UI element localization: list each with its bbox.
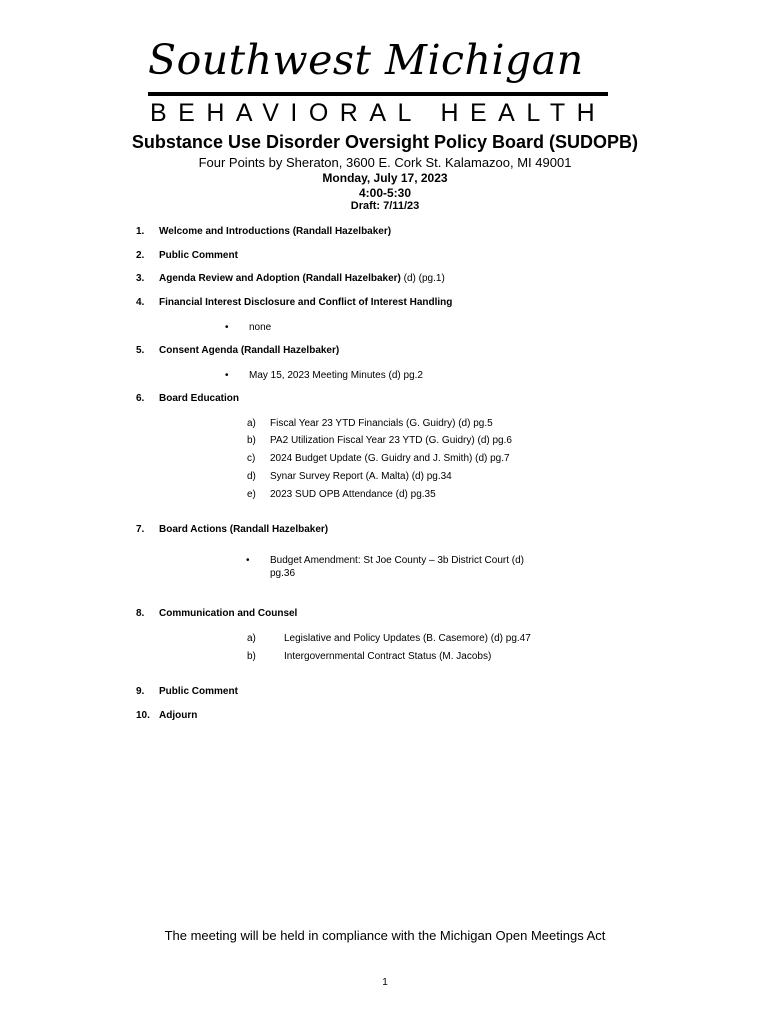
agenda-number: 3. <box>136 273 145 284</box>
list-item <box>247 471 452 482</box>
agenda-item-7 <box>136 524 328 535</box>
list-letter: a) <box>247 418 256 429</box>
list-item-text: Synar Survey Report (A. Malta) (d) pg.34 <box>270 471 452 482</box>
list-letter: c) <box>247 453 256 464</box>
agenda-label: Consent Agenda (Randall Hazelbaker) <box>159 345 340 356</box>
agenda-number: 4. <box>136 297 145 308</box>
list-item <box>247 418 493 429</box>
agenda-number: 10. <box>136 710 150 721</box>
agenda-label: Board Actions (Randall Hazelbaker) <box>159 524 329 535</box>
list-item-text: none <box>249 322 272 333</box>
list-item <box>246 555 525 579</box>
agenda-item-2 <box>136 250 238 261</box>
agenda-number: 1. <box>136 226 145 237</box>
page-number: 1 <box>382 977 388 988</box>
agenda-label: Financial Interest Disclosure and Conflict of Interest Handling <box>159 297 453 308</box>
agenda-item-4 <box>136 297 452 308</box>
agenda-item-9 <box>136 686 238 697</box>
agenda-label: Agenda Review and Adoption (Randall Hazelbaker) <box>159 273 401 284</box>
bullet-icon: • <box>225 322 229 333</box>
agenda-label: Board Education <box>159 393 240 404</box>
draft-date: Draft: 7/11/23 <box>350 200 420 212</box>
meeting-time: 4:00-5:30 <box>358 186 412 200</box>
list-letter: b) <box>247 651 256 662</box>
list-item <box>247 651 492 662</box>
compliance-note: The meeting will be held in compliance with the Michigan Open Meetings Act <box>164 928 606 943</box>
list-item-text: Budget Amendment: St Joe County – 3b District Court (d) <box>270 555 525 566</box>
list-item-text: Legislative and Policy Updates (B. Casemore) (d) pg.47 <box>284 633 531 644</box>
list-item-text: May 15, 2023 Meeting Minutes (d) pg.2 <box>249 370 423 381</box>
list-letter: a) <box>247 633 256 644</box>
list-item-text: PA2 Utilization Fiscal Year 23 YTD (G. Guidry) (d) pg.6 <box>270 435 512 446</box>
bullet-icon: • <box>246 555 250 566</box>
agenda-label: Communication and Counsel <box>159 608 298 619</box>
list-item-text-continued: pg.36 <box>270 568 296 579</box>
list-item-text: 2023 SUD OPB Attendance (d) pg.35 <box>270 489 436 500</box>
list-letter: b) <box>247 435 256 446</box>
agenda-label: Public Comment <box>159 250 238 261</box>
agenda-number: 2. <box>136 250 145 261</box>
list-item-text: Fiscal Year 23 YTD Financials (G. Guidry) (d) pg.5 <box>270 418 493 429</box>
list-item <box>247 489 436 500</box>
agenda-item-3 <box>136 273 445 284</box>
agenda-label: Adjourn <box>159 710 198 721</box>
agenda-label: Public Comment <box>159 686 238 697</box>
agenda-number: 6. <box>136 393 145 404</box>
list-letter: e) <box>247 489 256 500</box>
agenda-label: Welcome and Introductions (Randall Hazelbaker) <box>159 226 392 237</box>
agenda-item-1 <box>136 226 391 237</box>
agenda-document-ref: (d) (pg.1) <box>400 273 445 284</box>
agenda-item-8 <box>136 608 297 619</box>
list-letter: d) <box>247 471 256 482</box>
agenda-number: 9. <box>136 686 145 697</box>
agenda-item-10 <box>136 710 197 721</box>
bullet-icon: • <box>225 370 229 381</box>
list-item <box>247 453 510 464</box>
logo-script-text: Southwest Michigan <box>148 36 584 84</box>
agenda-number: 8. <box>136 608 145 619</box>
agenda-number: 5. <box>136 345 145 356</box>
agenda-item-5 <box>136 345 339 356</box>
agenda-number: 7. <box>136 524 145 535</box>
list-item-text: Intergovernmental Contract Status (M. Jacobs) <box>284 651 492 662</box>
list-item <box>247 633 531 644</box>
list-item <box>247 435 512 446</box>
meeting-date: Monday, July 17, 2023 <box>322 171 448 185</box>
page-title: Substance Use Disorder Oversight Policy Board (SUDOPB) <box>131 132 639 152</box>
logo-divider <box>148 92 608 96</box>
agenda-item-6 <box>136 393 239 404</box>
logo-sub-text: BEHAVIORAL HEALTH <box>150 99 607 127</box>
list-item-text: 2024 Budget Update (G. Guidry and J. Smith) (d) pg.7 <box>270 453 510 464</box>
list-item <box>225 322 272 333</box>
list-item <box>225 370 423 381</box>
meeting-location: Four Points by Sheraton, 3600 E. Cork St. Kalamazoo, MI 49001 <box>198 155 572 170</box>
